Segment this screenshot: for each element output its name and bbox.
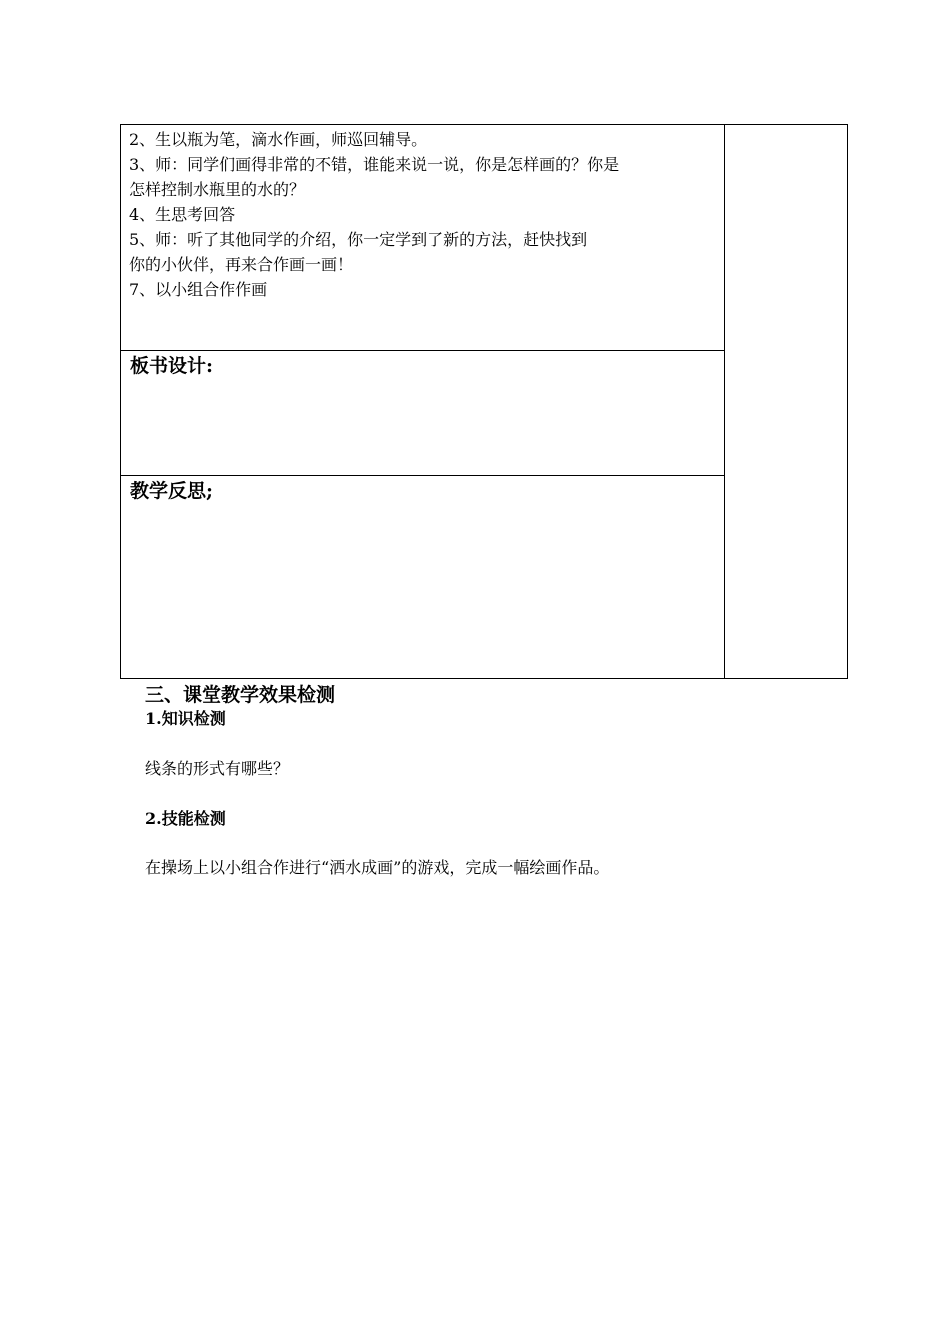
board-design-cell bbox=[121, 350, 724, 475]
skill-task: 在操场上以小组合作进行“洒水成画”的游戏，完成一幅绘画作品。 bbox=[145, 858, 610, 877]
knowledge-question: 线条的形式有哪些？ bbox=[145, 759, 290, 778]
step-line: 怎样控制水瓶里的水的？ bbox=[129, 180, 306, 199]
knowledge-check-heading: 1.知识检测 bbox=[145, 709, 226, 728]
step-line: 5、师：听了其他同学的介绍，你一定学到了新的方法，赶快找到 bbox=[129, 230, 588, 249]
step-line: 4、生思考回答 bbox=[129, 205, 236, 224]
step-line: 3、师：同学们画得非常的不错，谁能来说一说，你是怎样画的？你是 bbox=[129, 155, 620, 174]
lesson-table-main-column bbox=[121, 125, 725, 678]
reflection-cell bbox=[121, 475, 724, 680]
skill-check-heading: 2.技能检测 bbox=[145, 809, 226, 828]
step-line: 你的小伙伴，再来合作画一画！ bbox=[129, 255, 354, 274]
lesson-table bbox=[120, 124, 848, 679]
assessment-section-title: 三、课堂教学效果检测 bbox=[145, 684, 336, 706]
reflection-heading: 教学反思; bbox=[130, 480, 214, 502]
step-line: 2、生以瓶为笔，滴水作画，师巡回辅导。 bbox=[129, 130, 428, 149]
step-line: 7、以小组合作作画 bbox=[129, 280, 268, 299]
teaching-steps-cell bbox=[121, 125, 724, 350]
board-design-heading: 板书设计: bbox=[130, 355, 214, 377]
